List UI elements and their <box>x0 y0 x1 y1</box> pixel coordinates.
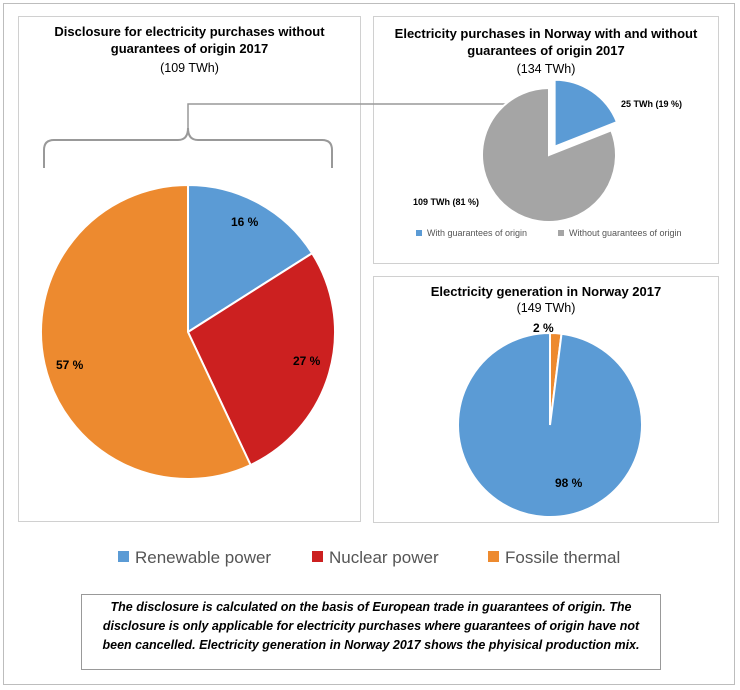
legend-fossil-label: Fossile thermal <box>505 548 621 567</box>
disclosure-pie <box>41 185 335 479</box>
legend-without-go-label: Without guarantees of origin <box>569 228 682 238</box>
purchases-subtitle: (134 TWh) <box>516 62 576 76</box>
purchases-title: Electricity purchases in Norway with and without guarantees of origin 2017 <box>394 26 698 58</box>
purchases-pie <box>482 80 617 222</box>
connector-line <box>188 104 520 128</box>
label-renewable-16: 16 % <box>231 215 259 229</box>
legend-nuclear-label: Nuclear power <box>329 548 439 567</box>
label-fossil-57: 57 % <box>56 358 84 372</box>
label-without-go: 109 TWh (81 %) <box>413 197 480 207</box>
generation-pie <box>458 333 642 517</box>
nuclear-swatch <box>312 551 323 562</box>
slice-renewable-gen <box>458 333 642 517</box>
label-renewable-98: 98 % <box>555 476 583 490</box>
label-nuclear-27: 27 % <box>293 354 321 368</box>
bracket <box>44 128 332 168</box>
disclosure-title: Disclosure for electricity purchases without guarantees of origin 2017 <box>54 24 325 56</box>
label-fossil-2: 2 % <box>533 321 554 335</box>
legend-fossil <box>488 548 620 568</box>
legend-renewable-label: Renewable power <box>135 548 272 567</box>
legend-nuclear <box>312 548 439 568</box>
fossil-swatch <box>488 551 499 562</box>
renewable-swatch <box>118 551 129 562</box>
legend-renewable <box>118 548 271 568</box>
generation-subtitle: (149 TWh) <box>516 301 576 315</box>
generation-title: Electricity generation in Norway 2017 <box>430 284 662 299</box>
disclosure-note: The disclosure is calculated on the basis of European trade in guarantees of origin. The disclosure is only applicable for electricity purchases where guarantees of origin have not been cancelled. Electricity generation in Norway 2017 shows the phyisical production mix. <box>81 594 661 670</box>
legend-with-go-label: With guarantees of origin <box>427 228 528 238</box>
label-with-go: 25 TWh (19 %) <box>621 99 683 109</box>
disclosure-subtitle: (109 TWh) <box>160 61 219 75</box>
